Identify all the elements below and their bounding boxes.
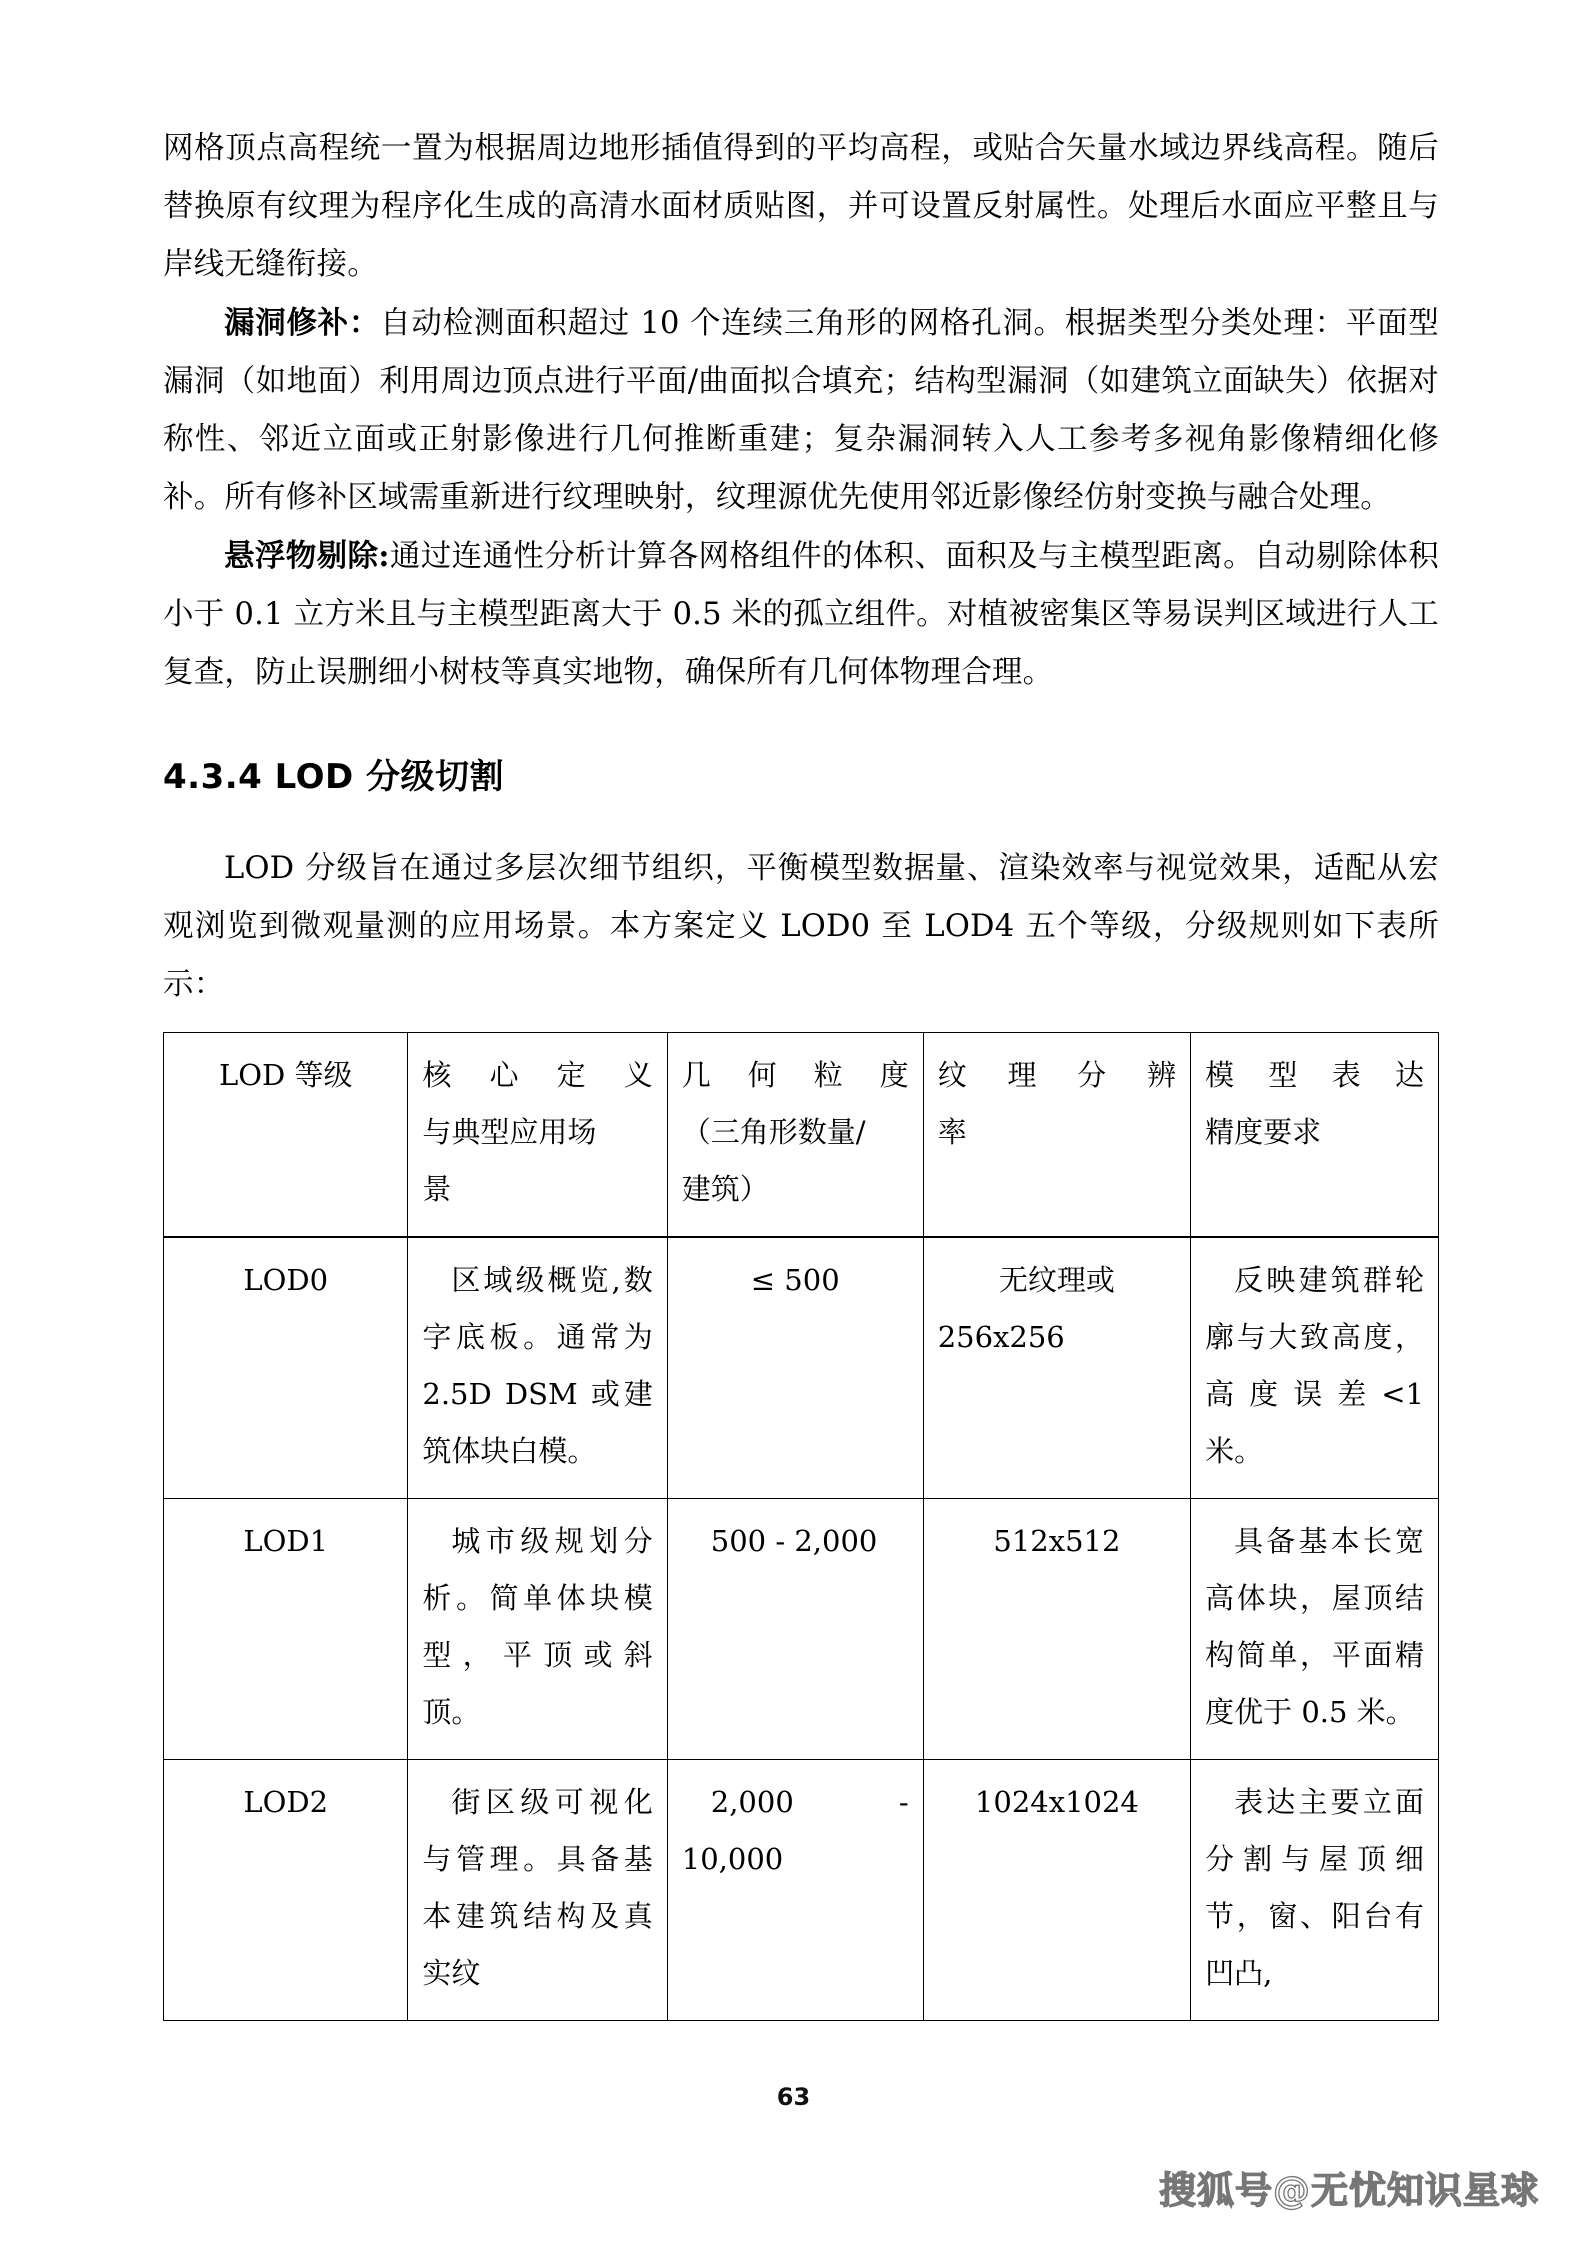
cell-texture-resolution: 1024x1024 [923,1760,1190,2021]
column-header-model-accuracy [1191,1033,1439,1238]
column-header-geometry-granularity-line1: 几何粒度 [681,1058,909,1092]
cell-core-definition: 区域级概览,数字底板。通常为 2.5D DSM 或建筑体块白模。 [408,1237,667,1499]
cell-geometry-granularity: 2,000 - 10,000 [667,1760,923,2021]
table-row [164,1499,1439,1760]
cell-texture-resolution-line2: 256x256 [937,1320,1065,1354]
cell-lod-level: LOD0 [164,1237,408,1499]
cell-core-definition: 城市级规划分析。简单体块模型，平顶或斜顶。 [408,1499,667,1760]
column-header-texture-resolution-line2: 率 [937,1115,967,1149]
cell-model-accuracy: 表达主要立面分割与屋顶细节，窗、阳台有凹凸, [1191,1760,1439,2021]
table-row [164,1760,1439,2021]
table-header [164,1033,1439,1238]
column-header-texture-resolution [923,1033,1190,1238]
column-header-geometry-granularity-line2: （三角形数量/ [681,1115,866,1149]
page-number: 63 [776,2083,811,2111]
paragraph-floating-removal-lead: 悬浮物剔除: [224,538,390,574]
cell-core-definition: 街区级可视化与管理。具备基本建筑结构及真实纹 [408,1760,667,2021]
paragraph-lod-intro: LOD 分级旨在通过多层次细节组织，平衡模型数据量、渲染效率与视觉效果，适配从宏观浏览到微观量测的应用场景。本方案定义 LOD0 至 LOD4 五个等级，分级规则如下表所示： [163,851,1439,1002]
paragraph-water-surface: 网格顶点高程统一置为根据周边地形插值得到的平均高程，或贴合矢量水域边界线高程。随后替换原有纹理为程序化生成的高清水面材质贴图，并可设置反射属性。处理后水面应平整且与岸线无缝衔接。 [163,131,1439,282]
cell-model-accuracy: 具备基本长宽高体块，屋顶结构简单，平面精度优于 0.5 米。 [1191,1499,1439,1760]
cell-geometry-granularity: 500 - 2,000 [667,1499,923,1760]
page-content [163,120,1439,2021]
column-header-model-accuracy-line2: 精度要求 [1205,1115,1322,1149]
column-header-model-accuracy-line1: 模型表达 [1205,1058,1424,1092]
column-header-geometry-granularity [667,1033,923,1238]
paragraph-hole-repair [163,294,1439,527]
column-header-texture-resolution-line1: 纹理分辨 [937,1058,1177,1092]
table-body [164,1237,1439,2021]
watermark: 搜狐号@无忧知识星球 [1159,2169,1539,2212]
cell-texture-resolution-line1: 无纹理或 [998,1263,1115,1297]
cell-texture-resolution [923,1237,1190,1499]
column-header-core-definition-line1: 核心定义 [422,1058,653,1092]
column-header-core-definition-line3: 景 [422,1172,452,1206]
paragraph-floating-removal-body: 通过连通性分析计算各网格组件的体积、面积及与主模型距离。自动剔除体积小于 0.1 立方米且与主模型距离大于 0.5 米的孤立组件。对植被密集区等易误判区域进行人工复查，防止误删细小树枝等真实地物，确保所有几何体物理合理。 [163,539,1439,690]
table-header-row [164,1033,1439,1238]
column-header-core-definition [408,1033,667,1238]
cell-lod-level: LOD2 [164,1760,408,2021]
section-heading-4-3-4: 4.3.4 LOD 分级切割 [163,757,505,797]
cell-texture-resolution: 512x512 [923,1499,1190,1760]
paragraph-hole-repair-lead: 漏洞修补： [224,305,381,341]
cell-lod-level: LOD1 [164,1499,408,1760]
lod-specification-table [163,1032,1439,2021]
table-row [164,1237,1439,1499]
column-header-geometry-granularity-line3: 建筑） [681,1172,769,1206]
paragraph-floating-removal [163,527,1439,702]
paragraph-hole-repair-body: 自动检测面积超过 10 个连续三角形的网格孔洞。根据类型分类处理：平面型漏洞（如地面）利用周边顶点进行平面/曲面拟合填充；结构型漏洞（如建筑立面缺失）依据对称性、邻近立面或正射影像进行几何推断重建；复杂漏洞转入人工参考多视角影像精细化修补。所有修补区域需重新进行纹理映射，纹理源优先使用邻近影像经仿射变换与融合处理。 [163,306,1440,515]
column-header-lod-level: LOD 等级 [164,1033,408,1238]
cell-geometry-granularity: ≤ 500 [667,1237,923,1499]
column-header-core-definition-line2: 与典型应用场 [422,1115,597,1149]
cell-model-accuracy: 反映建筑群轮廓与大致高度，高度误差<1 米。 [1191,1237,1439,1499]
